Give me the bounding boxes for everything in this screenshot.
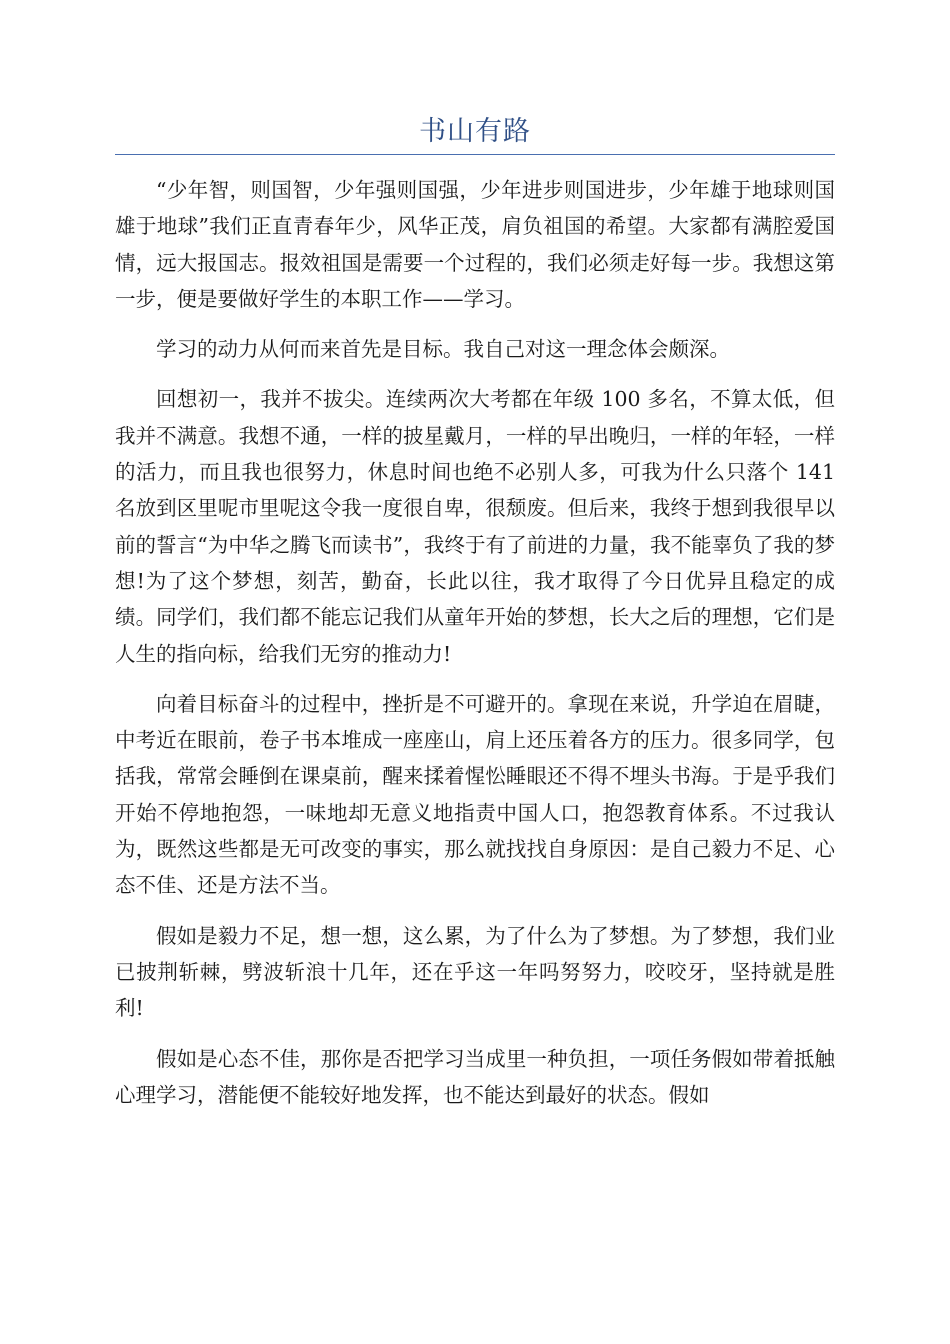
document-body — [115, 172, 835, 1127]
paragraph-2: 学习的动力从何而来首先是目标。我自己对这一理念体会颇深。 — [156, 337, 730, 362]
paragraph-1: “少年智，则国智，少年强则国强，少年进步则国进步，少年雄于地球则国雄于地球”我们正直青春年少，风华正茂，肩负祖国的希望。大家都有满腔爱国情，远大报国志。报效祖国是需要一个过程的，我们必须走好每一步。我想这第一步，便是要做好学生的本职工作——学习。 — [115, 178, 835, 311]
title-underline — [115, 154, 835, 155]
paragraph-6: 假如是心态不佳，那你是否把学习当成里一种负担，一项任务假如带着抵触心理学习，潜能便不能较好地发挥，也不能达到最好的状态。假如 — [115, 1046, 835, 1107]
paragraph-4: 向着目标奋斗的过程中，挫折是不可避开的。拿现在来说，升学迫在眉睫，中考近在眼前，卷子书本堆成一座座山，肩上还压着各方的压力。很多同学，包括我，常常会睡倒在课桌前，醒来揉着惺忪睡眼还不得不埋头书海。于是乎我们开始不停地抱怨，一味地却无意义地指责中国人口，抱怨教育体系。不过我认为，既然这些都是无可改变的事实，那么就找找自身原因：是自己毅力不足、心态不佳、还是方法不当。 — [115, 691, 835, 898]
paragraph-3: 回想初一，我并不拔尖。连续两次大考都在年级 100 多名，不算太低，但我并不满意。我想不通，一样的披星戴月，一样的早出晚归，一样的年轻，一样的活力，而且我也很努力，休息时间也绝不必别人多，可我为什么只落个 141 名放到区里呢市里呢这令我一度很自卑，很颓废。但后来，我终于想到我很早以前的誓言“为中华之腾飞而读书”，我终于有了前进的力量，我不能辜负了我的梦想!为了这个梦想，刻苦，勤奋，长此以往，我才取得了今日优异且稳定的成绩。同学们，我们都不能忘记我们从童年开始的梦想，长大之后的理想，它们是人生的指向标，给我们无穷的推动力! — [115, 387, 835, 666]
paragraph-5: 假如是毅力不足，想一想，这么累，为了什么为了梦想。为了梦想，我们业已披荆斩棘，劈波斩浪十几年，还在乎这一年吗努努力，咬咬牙，坚持就是胜利! — [115, 923, 835, 1021]
document-title: 书山有路 — [419, 116, 531, 147]
